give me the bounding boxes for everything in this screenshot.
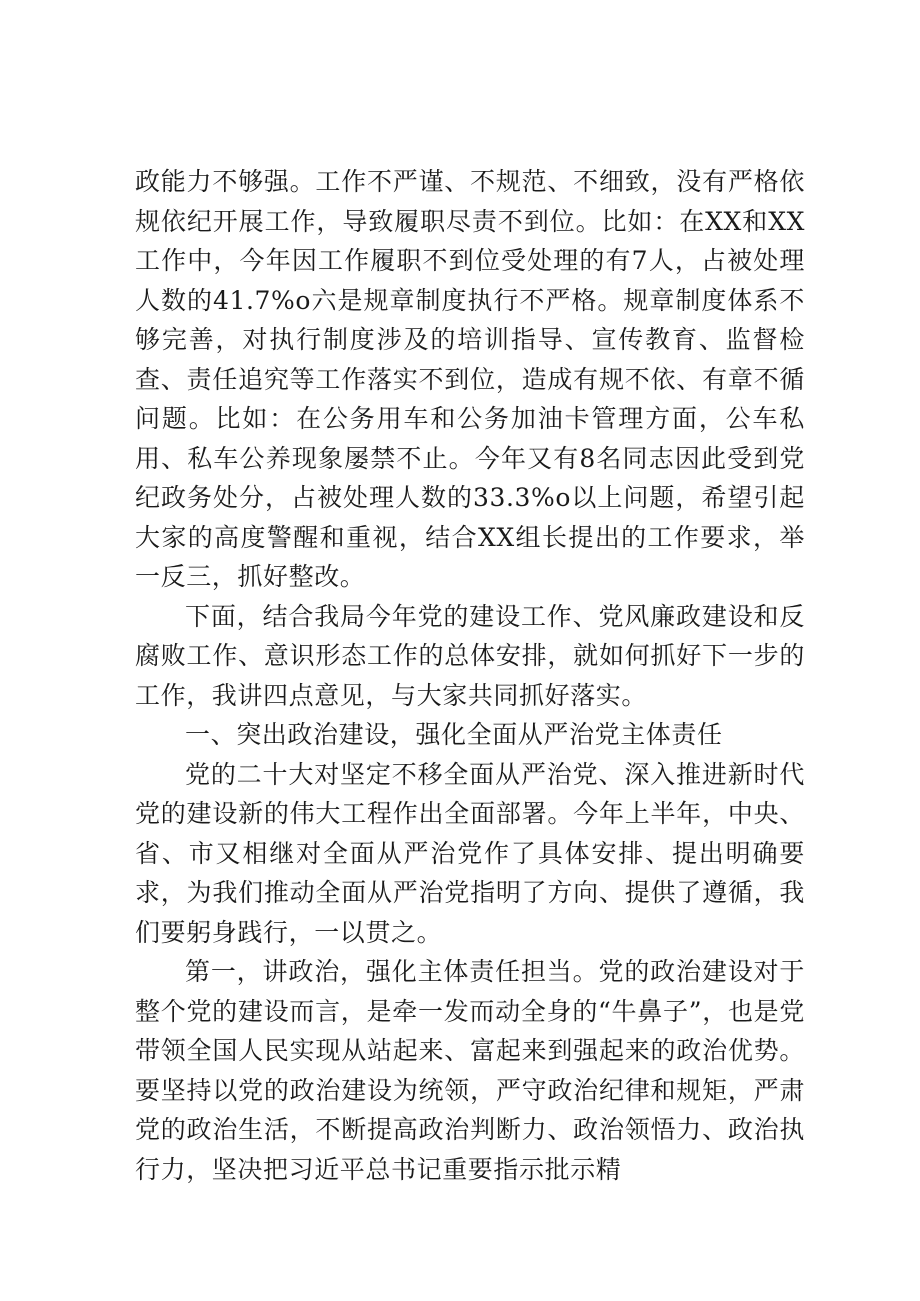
paragraph-intro: 下面，结合我局今年党的建设工作、党风廉政建设和反腐败工作、意识形态工作的总体安排，就如何抓好下一步的工作，我讲四点意见，与大家共同抓好落实。 (135, 601, 805, 710)
paragraph-section-body: 党的二十大对坚定不移全面从严治党、深入推进新时代党的建设新的伟大工程作出全面部署。今年上半年，中央、省、市又相继对全面从严治党作了具体安排、提出明确要求，为我们推动全面从严治党指明了方向、提供了遵循，我们要躬身践行，一以贯之。 (135, 759, 805, 947)
section-heading: 一、突出政治建设，强化全面从严治党主体责任 (185, 720, 723, 749)
paragraph-first-point: 第一，讲政治，强化主体责任担当。党的政治建设对于整个党的建设而言，是牵一发而动全身的“牛鼻子”，也是党带领全国人民实现从站起来、富起来到强起来的政治优势。要坚持以党的政治建设为统领，严守政治纪律和规矩，严肃党的政治生活，不断提高政治判断力、政治领悟力、政治执行力，坚决把习近平总书记重要指示批示精 (135, 957, 805, 1184)
paragraph-continuation: 政能力不够强。工作不严谨、不规范、不细致，没有严格依规依纪开展工作，导致履职尽责不到位。比如：在XX和XX工作中，今年因工作履职不到位受处理的有7人，占被处理人数的41.7%o六是规章制度执行不严格。规章制度体系不够完善，对执行制度涉及的培训指导、宣传教育、监督检查、责任追究等工作落实不到位，造成有规不依、有章不循问题。比如：在公务用车和公务加油卡管理方面，公车私用、私车公养现象屡禁不止。今年又有8名同志因此受到党纪政务处分，占被处理人数的33.3%o以上问题，希望引起大家的高度警醒和重视，结合XX组长提出的工作要求，举一反三，抓好整改。 (135, 167, 805, 591)
document-body (135, 162, 805, 1189)
